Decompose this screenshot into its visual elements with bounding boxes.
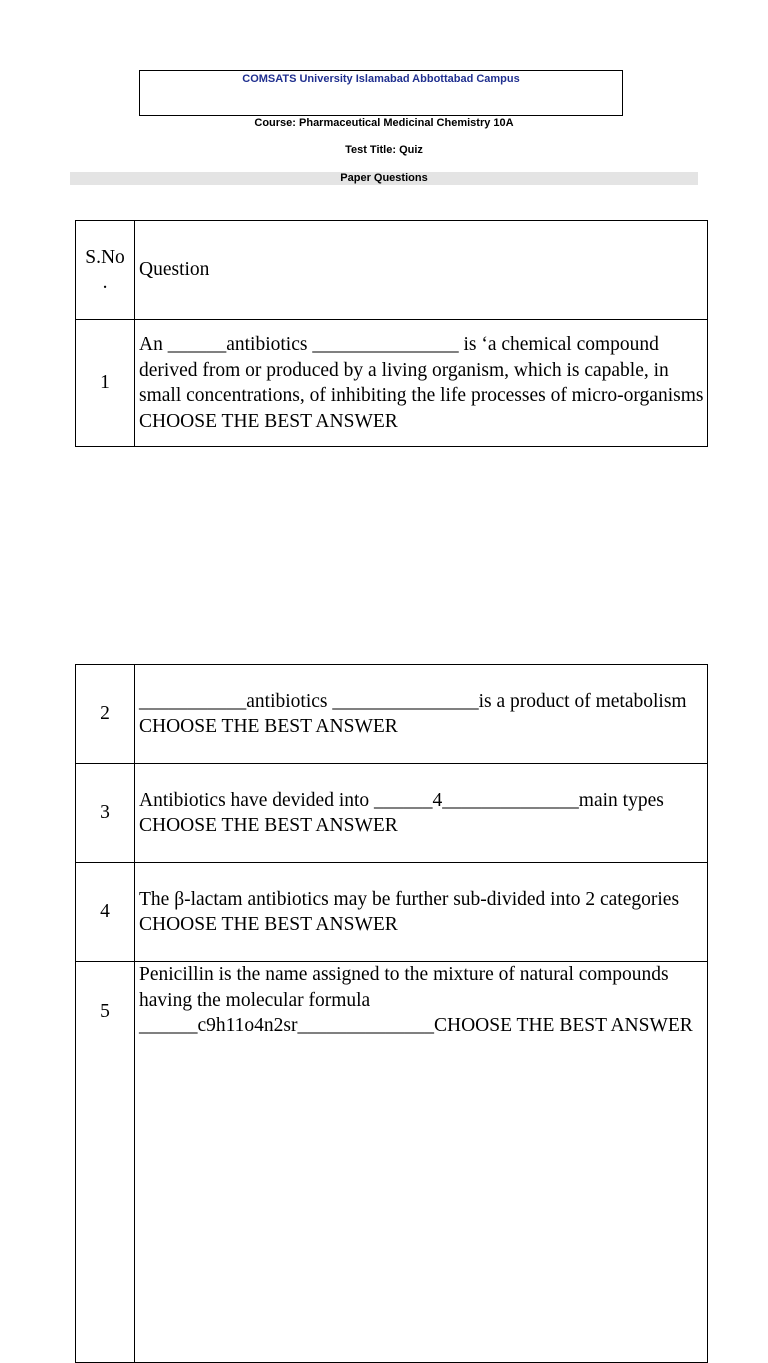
question-number: 5 — [76, 962, 135, 1363]
test-title: Test Title: Quiz — [345, 144, 423, 156]
table-header-row — [76, 221, 708, 320]
question-number: 3 — [76, 764, 135, 863]
questions-table-1 — [75, 220, 708, 447]
table-row — [76, 764, 708, 863]
questions-table-2 — [75, 664, 708, 1363]
question-text: Antibiotics have devided into ______4______________main types CHOOSE THE BEST ANSWER — [135, 764, 708, 863]
question-text: An ______antibiotics _______________ is ‘a chemical compound derived from or produced by a living organism, which is capable, in small concentrations, of inhibiting the life processes of micro-organisms CHOOSE THE BEST ANSWER — [135, 320, 708, 447]
section-heading: Paper Questions — [70, 172, 698, 185]
sno-header: S.No . — [76, 221, 135, 320]
question-number: 4 — [76, 863, 135, 962]
question-header: Question — [135, 221, 708, 320]
table-row — [76, 665, 708, 764]
course-title: Course: Pharmaceutical Medicinal Chemistry 10A — [254, 117, 514, 129]
question-number: 2 — [76, 665, 135, 764]
institution-name: COMSATS University Islamabad Abbottabad Campus — [242, 73, 520, 85]
question-text: The β-lactam antibiotics may be further sub-divided into 2 categories CHOOSE THE BEST ANSWER — [135, 863, 708, 962]
question-text: ___________antibiotics _______________is a product of metabolism CHOOSE THE BEST ANSWER — [135, 665, 708, 764]
question-text-inner: Penicillin is the name assigned to the mixture of natural compounds having the molecular formula ______c9h11o4n2sr______________CHOOSE THE BEST ANSWER — [139, 964, 693, 1036]
institution-header-box — [139, 70, 623, 116]
question-number: 1 — [76, 320, 135, 447]
table-row — [76, 863, 708, 962]
table-row — [76, 320, 708, 447]
question-text — [135, 962, 708, 1363]
table-row — [76, 962, 708, 1363]
